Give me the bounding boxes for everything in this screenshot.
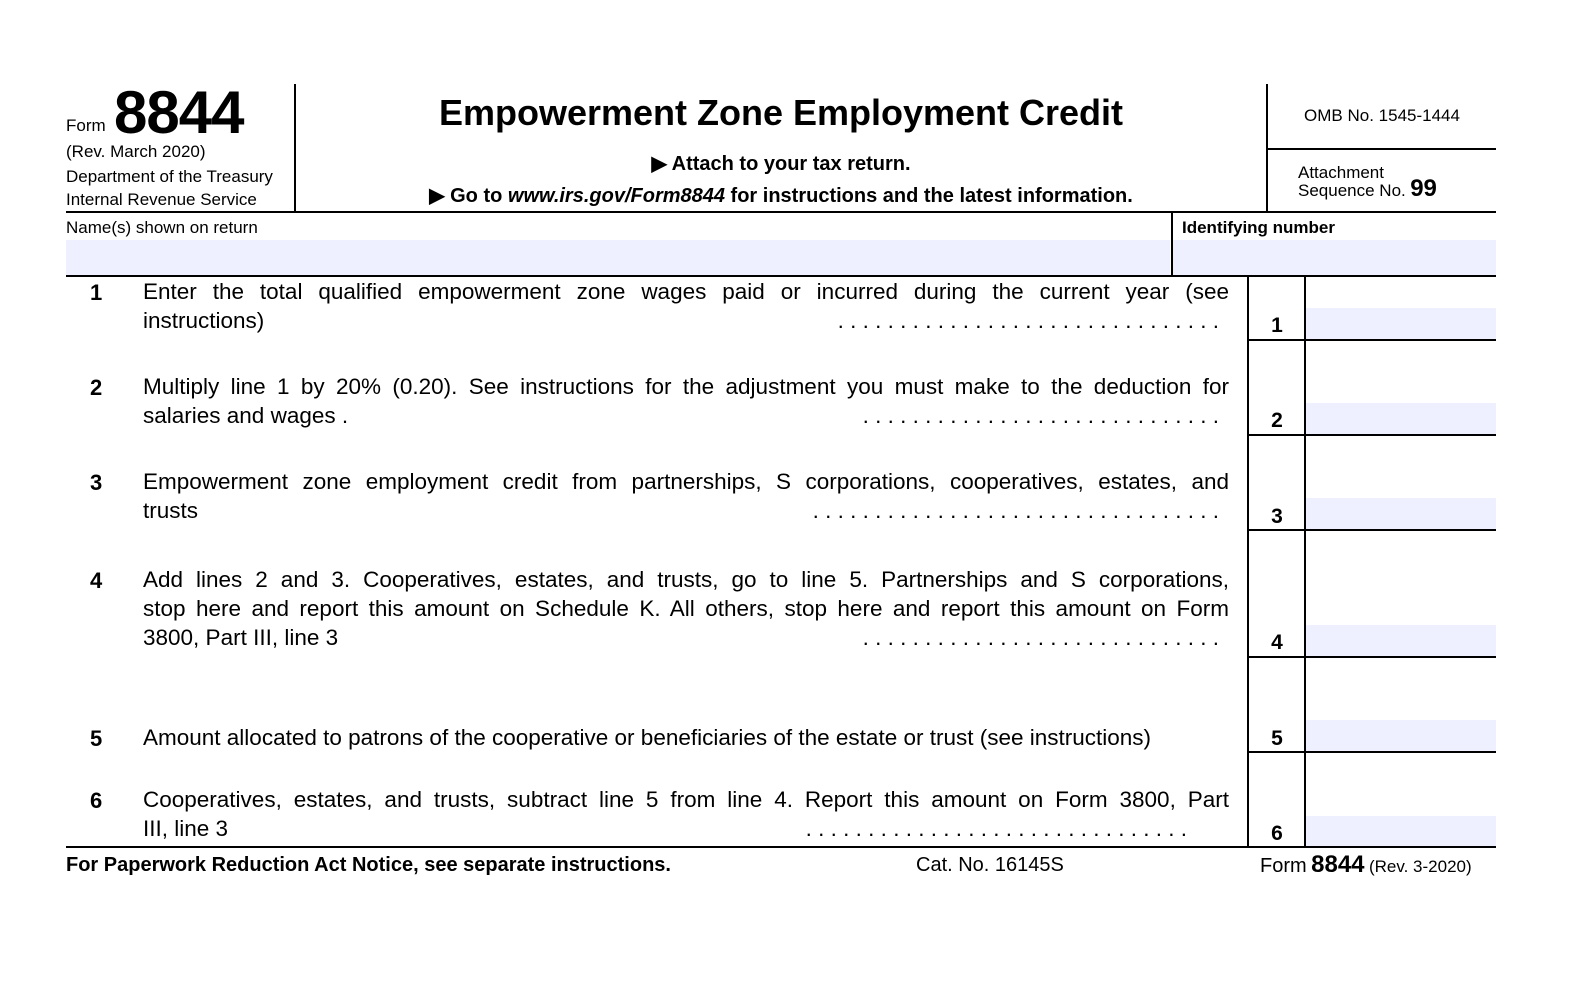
line-6-leader-dots: . . . . . . . . . . . . . . . . . . . . . . . . . . . . . . . [805,816,1187,841]
name-label: Name(s) shown on return [66,218,258,237]
paperwork-notice: For Paperwork Reduction Act Notice, see separate instructions. [66,854,671,876]
line-3-text: Empowerment zone employment credit from partnerships, S corporations, cooperatives, estates, and [143,469,1229,494]
line-6-amount-field[interactable] [1306,816,1496,847]
omb-number: OMB No. 1545-1444 [1304,106,1460,125]
line-5-bottom-rule [1248,751,1496,753]
line-3-leader-dots: . . . . . . . . . . . . . . . . . . . . . . . . . . . . . . . . . [812,498,1219,523]
line-4-box-number: 4 [1271,631,1283,654]
box-column-left-rule [1247,277,1249,847]
line-4-number: 4 [90,568,103,593]
line-1-text-cont [143,306,1229,335]
form-number: 8844 [114,79,244,146]
line-5-box-number: 5 [1271,727,1283,750]
line-3-bottom-rule [1248,529,1496,531]
line-5-number: 5 [90,726,103,751]
line-5-text: Amount allocated to patrons of the cooperative or beneficiaries of the estate or trust (see instructions) [143,725,1152,750]
line-4-amount-field[interactable] [1306,625,1496,656]
name-field[interactable] [66,240,1170,275]
form-bottom-rule [66,846,1496,848]
line-4-leader-dots: . . . . . . . . . . . . . . . . . . . . . . . . . . . . . [862,625,1219,650]
line-1-text: Enter the total qualified empowerment zone wages paid or incurred during the current year (see [143,279,1229,304]
omb-divider [1268,148,1496,150]
form-revision: (Rev. March 2020) [66,142,206,161]
line-3-number: 3 [90,470,103,495]
line-2-text-b: salaries and wages . [143,403,349,428]
sequence-block [1298,175,1437,203]
line-2-box-number: 2 [1271,409,1283,432]
line-5-amount-field[interactable] [1306,720,1496,751]
header-bottom-rule [66,211,1496,213]
footer-form-number: 8844 [1311,851,1365,878]
line-4-text-cont [143,623,1229,652]
line-1-box-number: 1 [1271,314,1283,337]
line-3-text-b: trusts [143,498,199,523]
catalog-number: Cat. No. 16145S [916,854,1064,876]
box-column-right-rule [1304,277,1306,847]
line-4-text: Add lines 2 and 3. Cooperatives, estates, and trusts, go to line 5. Partnerships and S corporations, [143,567,1229,592]
form-header [0,0,1578,215]
line-3-text-cont [143,496,1229,525]
line-3-amount-field[interactable] [1306,498,1496,529]
footer-form-id [1260,851,1472,879]
line-1-number: 1 [90,280,103,305]
form-label-block [66,78,294,212]
service: Internal Revenue Service [66,190,257,209]
website-instruction [300,183,1262,208]
line-6-text-b: III, line 3 [143,816,229,841]
line-1-bottom-rule [1248,339,1496,341]
id-field[interactable] [1173,240,1496,275]
attachment-label: Attachment [1298,163,1384,182]
form-title: Empowerment Zone Employment Credit [438,92,1124,133]
attach-instruction: ▶ Attach to your tax return. [651,153,911,175]
line-1-leader-dots: . . . . . . . . . . . . . . . . . . . . . . . . . . . . . . . [837,308,1219,333]
id-label: Identifying number [1182,218,1335,237]
line-3-box-number: 3 [1271,505,1283,528]
line-1-amount-field[interactable] [1306,308,1496,339]
header-divider-left [294,84,296,212]
line-6-text: Cooperatives, estates, and trusts, subtract line 5 from line 4. Report this amount on Form 3800, Part [143,787,1229,812]
sequence-number: 99 [1410,175,1437,202]
line-2-amount-field[interactable] [1306,403,1496,434]
line-1-text-b: instructions) [143,308,265,333]
line-2-text-cont [143,401,1229,430]
line-2-bottom-rule [1248,434,1496,436]
line-6-box-number: 6 [1271,822,1283,845]
line-2-text: Multiply line 1 by 20% (0.20). See instructions for the adjustment you must make to the deduction for [143,374,1229,399]
footer-form-word: Form [1260,855,1307,877]
footer-revision: (Rev. 3-2020) [1368,857,1472,876]
line-6-number: 6 [90,788,103,813]
sequence-label: Sequence No. [1298,181,1406,200]
website-prefix: ▶ Go to [429,185,508,207]
line-4-text-b: 3800, Part III, line 3 [143,625,339,650]
form-word: Form [66,116,106,135]
line-4-bottom-rule [1248,656,1496,658]
website-link[interactable]: www.irs.gov/Form8844 [507,185,725,207]
line-4-text-2: stop here and report this amount on Schedule K. All others, stop here and report this amount on Form [143,596,1229,621]
line-2-number: 2 [90,375,103,400]
line-6-text-cont [143,814,1229,843]
line-2-leader-dots: . . . . . . . . . . . . . . . . . . . . . . . . . . . . . [862,403,1219,428]
website-suffix: for instructions and the latest information. [725,185,1133,207]
department: Department of the Treasury [66,167,273,186]
